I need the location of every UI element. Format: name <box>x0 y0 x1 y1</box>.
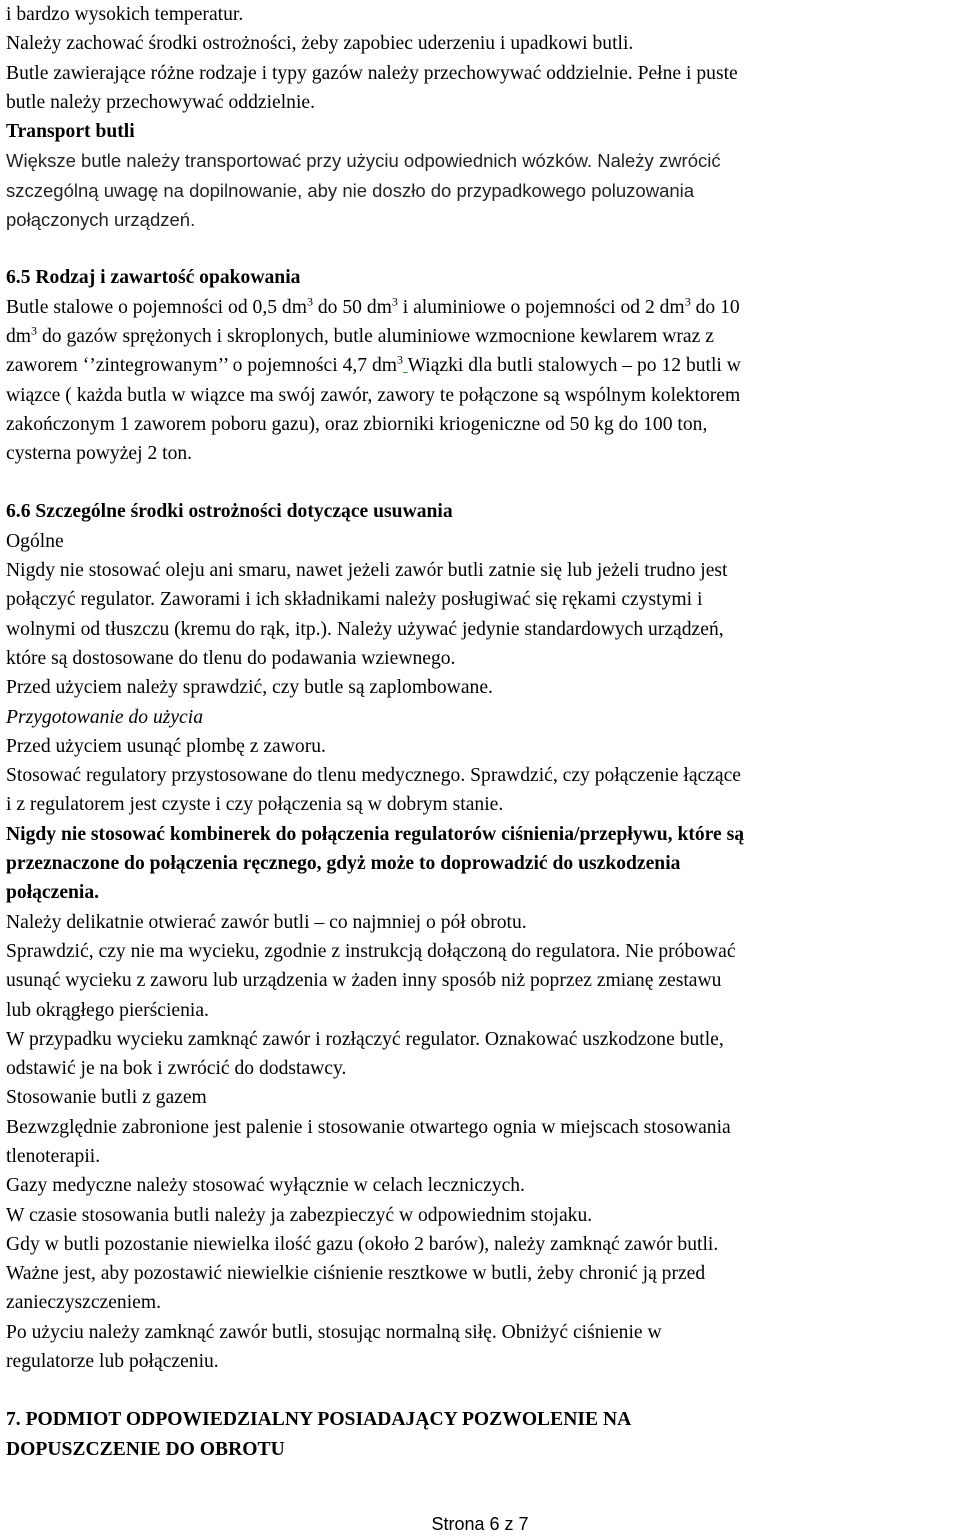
text-line: Po użyciu należy zamknąć zawór butli, stosując normalną siłę. Obniżyć ciśnienie w <box>6 1321 662 1343</box>
text-line: zakończonym 1 zaworem poboru gazu), oraz zbiorniki kriogeniczne od 50 kg do 100 ton, <box>6 413 708 435</box>
section-7-heading: 7. PODMIOT ODPOWIEDZIALNY POSIADAJĄCY POZWOLENIE NA <box>6 1409 632 1431</box>
section-6-5-heading: 6.5 Rodzaj i zawartość opakowania <box>6 267 301 289</box>
document-page <box>6 0 958 1464</box>
text-line: Przed użyciem należy sprawdzić, czy butle są zaplombowane. <box>6 677 493 699</box>
text-line: które są dostosowane do tlenu do podawania wziewnego. <box>6 647 456 669</box>
text-line: Gazy medyczne należy stosować wyłącznie w celach leczniczych. <box>6 1175 525 1197</box>
text-line: szczególną uwagę na dopilnowanie, aby nie doszło do przypadkowego poluzowania <box>6 179 695 201</box>
text-line: Nigdy nie stosować oleju ani smaru, nawet jeżeli zawór butli zatnie się lub jeżeli trudno jest <box>6 560 728 582</box>
text-line: W przypadku wycieku zamknąć zawór i rozłączyć regulator. Oznakować uszkodzone butle, <box>6 1028 724 1050</box>
text-line: usunąć wycieku z zaworu lub urządzenia w żaden inny sposób niż poprzez zmianę zestawu <box>6 970 722 992</box>
text-line: zaworem ‘’zintegrowanym’’ o pojemności 4,7 $dm^3$ Wiązki dla butli stalowych – po 12 butli w <box>6 352 741 377</box>
text-line: Należy delikatnie otwierać zawór butli – co najmniej o pół obrotu. <box>6 911 527 933</box>
text-line: Butle stalowe o pojemności od 0,5 $dm^3$ do 50 $dm^3$ i aluminiowe o pojemności od 2 $dm^3$ do 10 <box>6 294 740 318</box>
subheading-preparation: Przygotowanie do użycia <box>6 706 203 728</box>
text-line: Gdy w butli pozostanie niewielka ilość gazu (około 2 barów), należy zamknąć zawór butli. <box>6 1233 719 1255</box>
subheading-usage: Stosowanie butli z gazem <box>6 1087 207 1109</box>
warning-line: przeznaczone do połączenia ręcznego, gdyż może to doprowadzić do uszkodzenia <box>6 853 681 875</box>
text-line: i z regulatorem jest czyste i czy połączenia są w dobrym stanie. <box>6 794 504 816</box>
warning-line: połączenia. <box>6 882 100 904</box>
text-line: połączonych urządzeń. <box>6 209 196 231</box>
text-line: Sprawdzić, czy nie ma wycieku, zgodnie z instrukcją dołączoną do regulatora. Nie próbować <box>6 940 736 962</box>
text-line: cysterna powyżej 2 ton. <box>6 443 193 465</box>
text-line: W czasie stosowania butli należy ja zabezpieczyć w odpowiednim stojaku. <box>6 1204 593 1226</box>
section-7-heading: DOPUSZCZENIE DO OBROTU <box>6 1438 285 1460</box>
text-line: zanieczyszczeniem. <box>6 1292 162 1314</box>
text-line: połączyć regulator. Zaworami i ich składnikami należy posługiwać się rękami czystymi i <box>6 589 703 611</box>
text-line: tlenoterapii. <box>6 1145 101 1167</box>
text-line: lub okrągłego pierścienia. <box>6 999 209 1021</box>
text-line: Ważne jest, aby pozostawić niewielkie ciśnienie resztkowe w butli, żeby chronić ją przed <box>6 1263 706 1285</box>
text-line: i bardzo wysokich temperatur. <box>6 4 244 25</box>
subheading-general: Ogólne <box>6 530 64 552</box>
text-line: Butle zawierające różne rodzaje i typy gazów należy przechowywać oddzielnie. Pełne i puste <box>6 62 738 84</box>
text-line: Przed użyciem usunąć plombę z zaworu. <box>6 735 326 757</box>
text-line: wolnymi od tłuszczu (kremu do rąk, itp.). Należy używać jedynie standardowych urządzeń, <box>6 618 724 640</box>
page-number: Strona 6 z 7 <box>431 1514 529 1534</box>
text-line: Bezwzględnie zabronione jest palenie i stosowanie otwartego ognia w miejscach stosowania <box>6 1116 731 1138</box>
section-6-6-heading: 6.6 Szczególne środki ostrożności dotyczące usuwania <box>6 501 453 523</box>
text-line: Większe butle należy transportować przy użyciu odpowiednich wózków. Należy zwrócić <box>6 150 721 172</box>
transport-heading: Transport butli <box>6 121 135 143</box>
text-line: Stosować regulatory przystosowane do tlenu medycznego. Sprawdzić, czy połączenie łączące <box>6 765 742 787</box>
text-line: regulatorze lub połączeniu. <box>6 1351 219 1373</box>
text-line: butle należy przechowywać oddzielnie. <box>6 91 316 113</box>
text-line: wiązce ( każda butla w wiązce ma swój zawór, zawory te połączone są wspólnym kolektorem <box>6 384 741 406</box>
warning-line: Nigdy nie stosować kombinerek do połączenia regulatorów ciśnienia/przepływu, które są <box>6 823 745 845</box>
text-line: Należy zachować środki ostrożności, żeby zapobiec uderzeniu i upadkowi butli. <box>6 33 634 55</box>
text-line: $dm^3$ do gazów sprężonych i skroplonych, butle aluminiowe wzmocnione kewlarem wraz z <box>6 323 714 347</box>
text-line: odstawić je na bok i zwrócić do dodstawcy. <box>6 1058 347 1080</box>
